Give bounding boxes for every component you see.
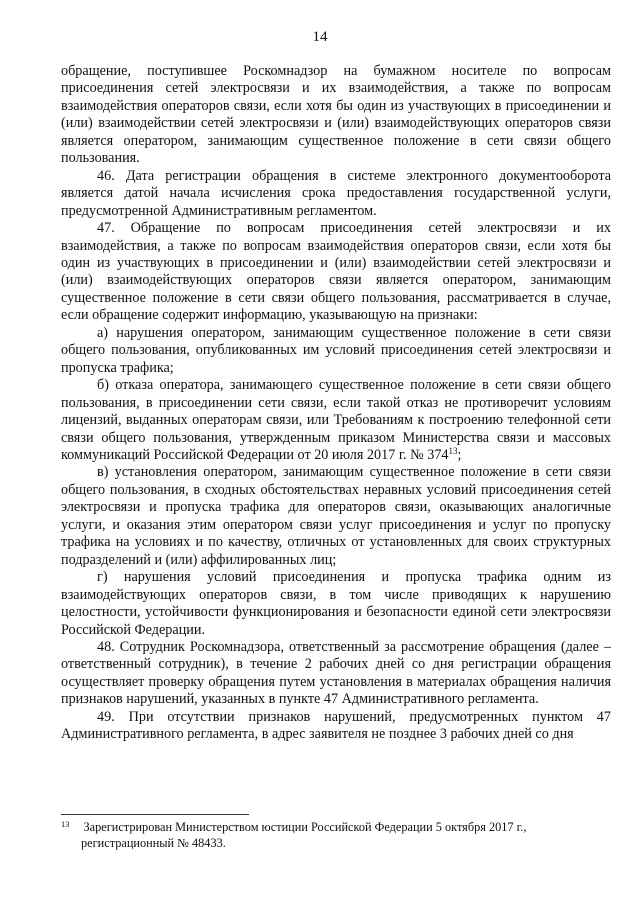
paragraph-item-47-b-text: б) отказа оператора, занимающего существенное положение в сети связи общего пользования, в присоединении сети связи, если такой отказ не противоречит условиям лицензий, выданных операторам связи, или Требованиям к построению телефонной сети связи общего пользования, утвержденным приказом Министерства связи и массовых коммуникаций Российской Федерации от 20 июля 2017 г. № 374 — [61, 377, 611, 463]
footnote-text-1: Зарегистрирован Министерством юстиции Российской Федерации 5 октября 2017 г., — [83, 820, 527, 834]
footnote-line-1 — [61, 820, 611, 836]
footnote-text-2: регистрационный № 48433. — [81, 836, 226, 850]
document-body — [61, 63, 611, 744]
footnote-divider — [61, 814, 249, 815]
footnote — [61, 820, 611, 851]
paragraph-item-49: 49. При отсутствии признаков нарушений, предусмотренных пунктом 47 Административного регламента, в адрес заявителя не позднее 3 рабочих дней со дня — [61, 708, 611, 743]
paragraph-item-47-g: г) нарушения условий присоединения и пропуска трафика одним из взаимодействующих операторов связи, в том числе приводящих к нарушению целостности, устойчивости функционирования и безопасности единой сети электросвязи Российской Федерации. — [61, 569, 611, 638]
paragraph-item-47-b-tail: ; — [457, 446, 462, 463]
page-number: 14 — [312, 29, 328, 45]
paragraph-item-47-a: а) нарушения оператором, занимающим существенное положение в сети связи общего пользования, опубликованных им условий присоединения сетей электросвязи и пропуска трафика; — [61, 324, 611, 376]
footnote-mark: 13 — [61, 819, 70, 829]
paragraph-item-46: 46. Дата регистрации обращения в системе электронного документооборота является датой начала исчисления срока предоставления государственной услуги, предусмотренной Административным регламентом. — [61, 167, 611, 219]
paragraph-item-47: 47. Обращение по вопросам присоединения сетей электросвязи и их взаимодействия, а также по вопросам взаимодействия операторов связи, если хотя бы один из участвующих в присоединении и (или) взаимодействии сетей электросвязи и (или) взаимодействующих операторов связи является оператором, занимающим существенное положение в сети связи общего пользования, рассматривается в случае, если обращение содержит информацию, указывающую на признаки: — [61, 220, 611, 324]
paragraph-continuation: обращение, поступившее Роскомнадзор на бумажном носителе по вопросам присоединения сетей электросвязи и их взаимодействия, а также по вопросам взаимодействия операторов связи, если хотя бы один из участвующих в присоединении и (или) взаимодействии сетей электросвязи и (или) взаимодействующих операторов связи является оператором, занимающим существенное положение в сети связи общего пользования. — [61, 63, 611, 167]
paragraph-item-47-v: в) установления оператором, занимающим существенное положение в сети связи общего пользования, в сходных обстоятельствах неравных условий присоединения сетей электросвязи и пропуска трафика для операторов связи, оказывающих аналогичные услуги, и оказания этим оператором связи услуг присоединения и услуг по пропуску трафика на условиях и по качеству, отличных от установленных для своих структурных подразделений и (или) аффилированных лиц; — [61, 464, 611, 568]
footnote-reference: 13 — [448, 445, 458, 456]
paragraph-item-47-b — [61, 377, 611, 464]
paragraph-item-48: 48. Сотрудник Роскомнадзора, ответственный за рассмотрение обращения (далее – ответственный сотрудник), в течение 2 рабочих дней со дня регистрации обращения осуществляет проверку обращения путем установления в материалах обращения наличия признаков нарушений, указанных в пункте 47 Административного регламента. — [61, 638, 611, 708]
